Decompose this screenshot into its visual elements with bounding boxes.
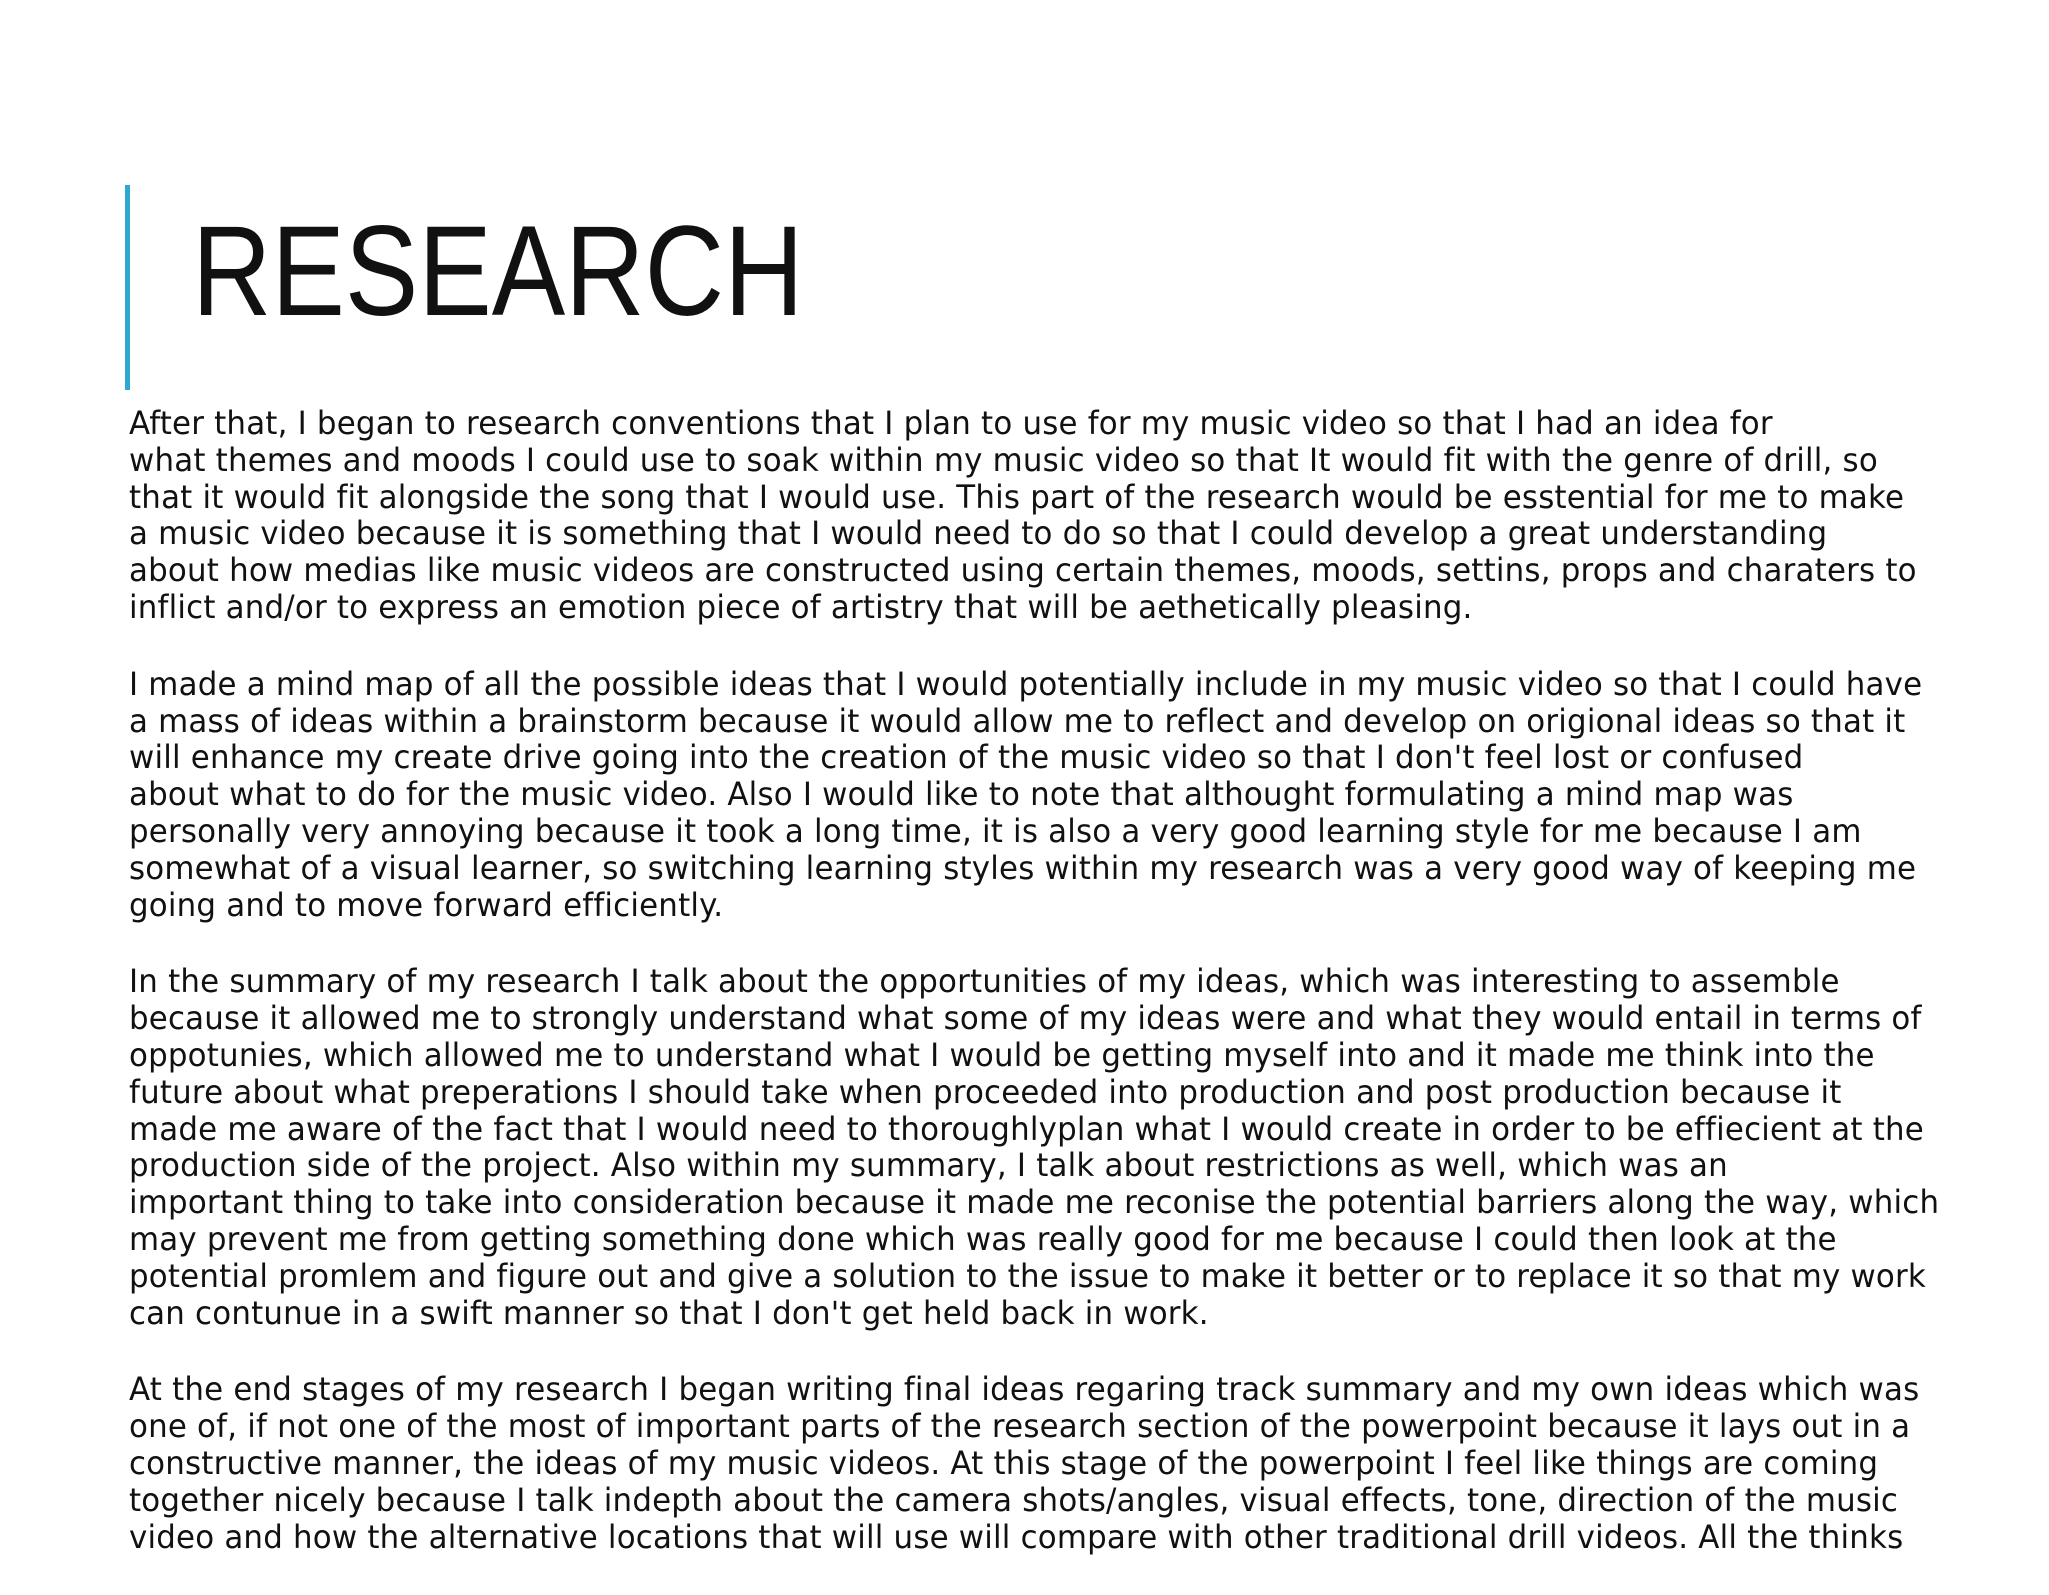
paragraph-conventions: After that, I began to research conventions that I plan to use for my music video so that I had an idea for what themes and moods I could use to soak within my music video so that It would fit with the genre of drill, so that it would fit alongside the song that I would use. This part of the research would be esstential for me to make a music video because it is something that I would need to do so that I could develop a great understanding about how medias like music videos are constructed using certain themes, moods, settins, props and charaters to inflict and/or to express an emotion piece of artistry that will be aethetically pleasing. (129, 404, 1917, 626)
slide-body (129, 405, 2044, 1595)
paragraph-final-ideas: At the end stages of my research I began writing final ideas regaring track summary and my own ideas which was one of, if not one of the most of important parts of the research section of the powerpoint because it lays out in a constructive manner, the ideas of my music videos. At this stage of the powerpoint I feel like things are coming together nicely because I talk indepth about the camera shots/angles, visual effects, tone, direction of the music video and how the alternative locations that will use will compare with other traditional drill videos. All the thinks (129, 1370, 1920, 1556)
title-accent-bar (125, 185, 130, 390)
slide-title: RESEARCH (192, 200, 804, 343)
paragraph-summary: In the summary of my research I talk about the opportunities of my ideas, which was interesting to assemble because it allowed me to strongly understand what some of my ideas were and what they would entail in terms of oppotunies, which allowed me to understand what I would be getting myself into and it made me think into the future about what preperations I should take when proceeded into production and post production because it made me aware of the fact that I would need to thoroughlyplan what I would create in order to be effiecient at the production side of the project. Also within my summary, I talk about restrictions as well, which was an important thing to take into consideration because it made me reconise the potential barriers along the way, which may prevent me from getting something done which was really good for me because I could then look at the potential promlem and figure out and give a solution to the issue to make it better or to replace it so that my work can contunue in a swift manner so that I don't get held back in work. (129, 962, 1940, 1332)
paragraph-mind-map: I made a mind map of all the possible ideas that I would potentially include in my music video so that I could have a mass of ideas within a brainstorm because it would allow me to reflect and develop on origional ideas so that it will enhance my create drive going into the creation of the music video so that I don't feel lost or confused about what to do for the music video. Also I would like to note that althought formulating a mind map was personally very annoying because it took a long time, it is also a very good learning style for me because I am somewhat of a visual learner, so switching learning styles within my research was a very good way of keeping me going and to move forward efficiently. (129, 664, 1923, 924)
